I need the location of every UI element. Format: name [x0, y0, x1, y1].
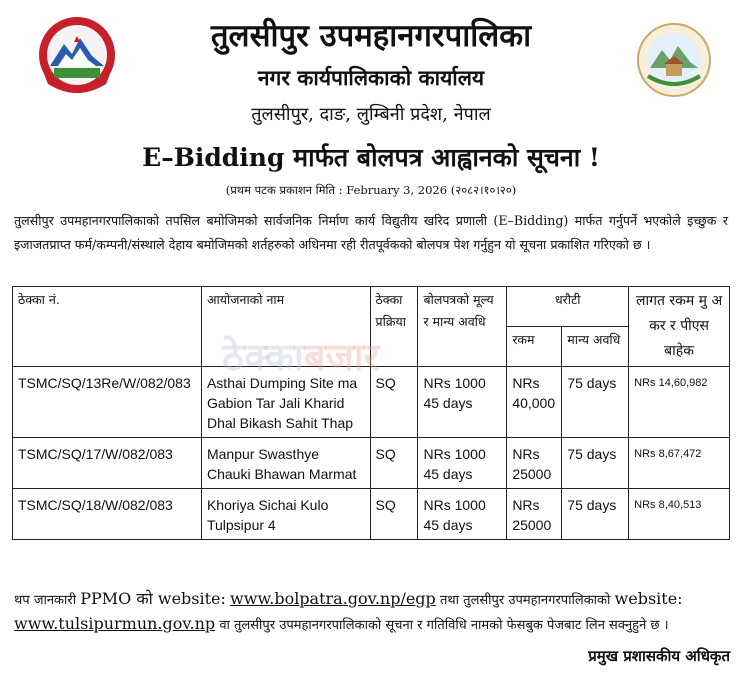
header-fee-validity: बोलपत्रको मूल्य र मान्य अवधि: [418, 287, 507, 367]
validity: 75 days: [562, 438, 629, 489]
contract-no: TSMC/SQ/13Re/W/082/083: [13, 367, 202, 438]
header-bid-security: धरौटी: [507, 287, 629, 327]
contract-no: TSMC/SQ/17/W/082/083: [13, 438, 202, 489]
fee-validity: 45 days: [423, 395, 473, 411]
validity: 75 days: [562, 367, 629, 438]
office-name: नगर कार्यपालिकाको कार्यालय: [257, 65, 485, 90]
process: SQ: [370, 438, 418, 489]
amount-currency: NRs: [512, 375, 540, 391]
amount-currency: NRs: [512, 446, 540, 462]
contract-no: TSMC/SQ/18/W/082/083: [13, 489, 202, 540]
fee: NRs 1000: [423, 446, 486, 462]
notice-title: E–Bidding मार्फत बोलपत्र आह्वानको सूचना !: [142, 143, 600, 172]
table-row: [13, 489, 730, 540]
fee-validity: 45 days: [423, 517, 473, 533]
amount-value: 25000: [512, 466, 552, 482]
bolpatra-link[interactable]: www.bolpatra.gov.np/egp: [230, 589, 436, 608]
header-contract-no: ठेक्का नं.: [13, 287, 202, 367]
cost: NRs 8,67,472: [629, 438, 730, 489]
amount-currency: NRs: [512, 497, 540, 513]
signature-title: प्रमुख प्रशासकीय अधिकृत: [588, 647, 730, 665]
watermark: ठेक्काबजार: [222, 335, 380, 379]
amount-value: 40,000: [512, 395, 556, 411]
header-validity: मान्य अवधि: [562, 327, 629, 367]
cost: NRs 14,60,982: [629, 367, 730, 438]
municipality-name: तुलसीपुर उपमहानगरपालिका: [210, 18, 532, 54]
project-name: Manpur Swasthye Chauki Bhawan Marmat: [201, 438, 370, 489]
project-name: Asthai Dumping Site ma Gabion Tar Jali Kharid Dhal Bikash Sahit Thap: [201, 367, 370, 438]
process: SQ: [370, 367, 418, 438]
header-project-name: आयोजनाको नाम: [201, 287, 370, 367]
footer-paragraph: थप जानकारी PPMO को website: www.bolpatra.gov.np/egp तथा तुलसीपुर उपमहानगरपालिकाको website: www.tulsipurmun.gov.np वा तुलसीपुर उपमहानगरपालिकाको सूचना र गतिविधि नामको फेसबुक पेजबाट लिन सक्नुहुने छ ।: [14, 589, 683, 633]
fee-validity: 45 days: [423, 466, 473, 482]
fee: NRs 1000: [423, 497, 486, 513]
validity: 75 days: [562, 489, 629, 540]
tulsipur-website-link[interactable]: www.tulsipurmun.gov.np: [14, 614, 216, 633]
office-address: तुलसीपुर, दाङ, लुम्बिनी प्रदेश, नेपाल: [251, 104, 491, 125]
cost: NRs 8,40,513: [629, 489, 730, 540]
table-row: [13, 438, 730, 489]
amount-value: 25000: [512, 517, 552, 533]
table-row: [13, 367, 730, 438]
header-amount: रकम: [507, 327, 562, 367]
project-name: Khoriya Sichai Kulo Tulpsipur 4: [201, 489, 370, 540]
header-cost: लागत रकम मु अ कर र पीएस बाहेक: [629, 287, 730, 367]
intro-paragraph: तुलसीपुर उपमहानगरपालिकाको तपसिल बमोजिमको सार्वजनिक निर्माण कार्य विद्युतीय खरिद प्रणाली (E–Bidding) मार्फत गर्नुपर्ने भएकोले इच्छुक र इजाजतप्राप्त फर्म/कम्पनी/संस्थाले देहाय बमोजिमको शर्तहरुको अधिनमा रही रीतपूर्वकको बोलपत्र पेश गर्नुहुन यो सूचना प्रकाशित गरिएको छ ।: [14, 213, 728, 252]
publication-date: (प्रथम पटक प्रकाशन मिति : February 3, 2026 (२०८२।१०।२०): [225, 183, 517, 197]
fee: NRs 1000: [423, 375, 486, 391]
tender-table: [12, 286, 730, 540]
header-process: ठेक्का प्रक्रिया: [370, 287, 418, 367]
process: SQ: [370, 489, 418, 540]
